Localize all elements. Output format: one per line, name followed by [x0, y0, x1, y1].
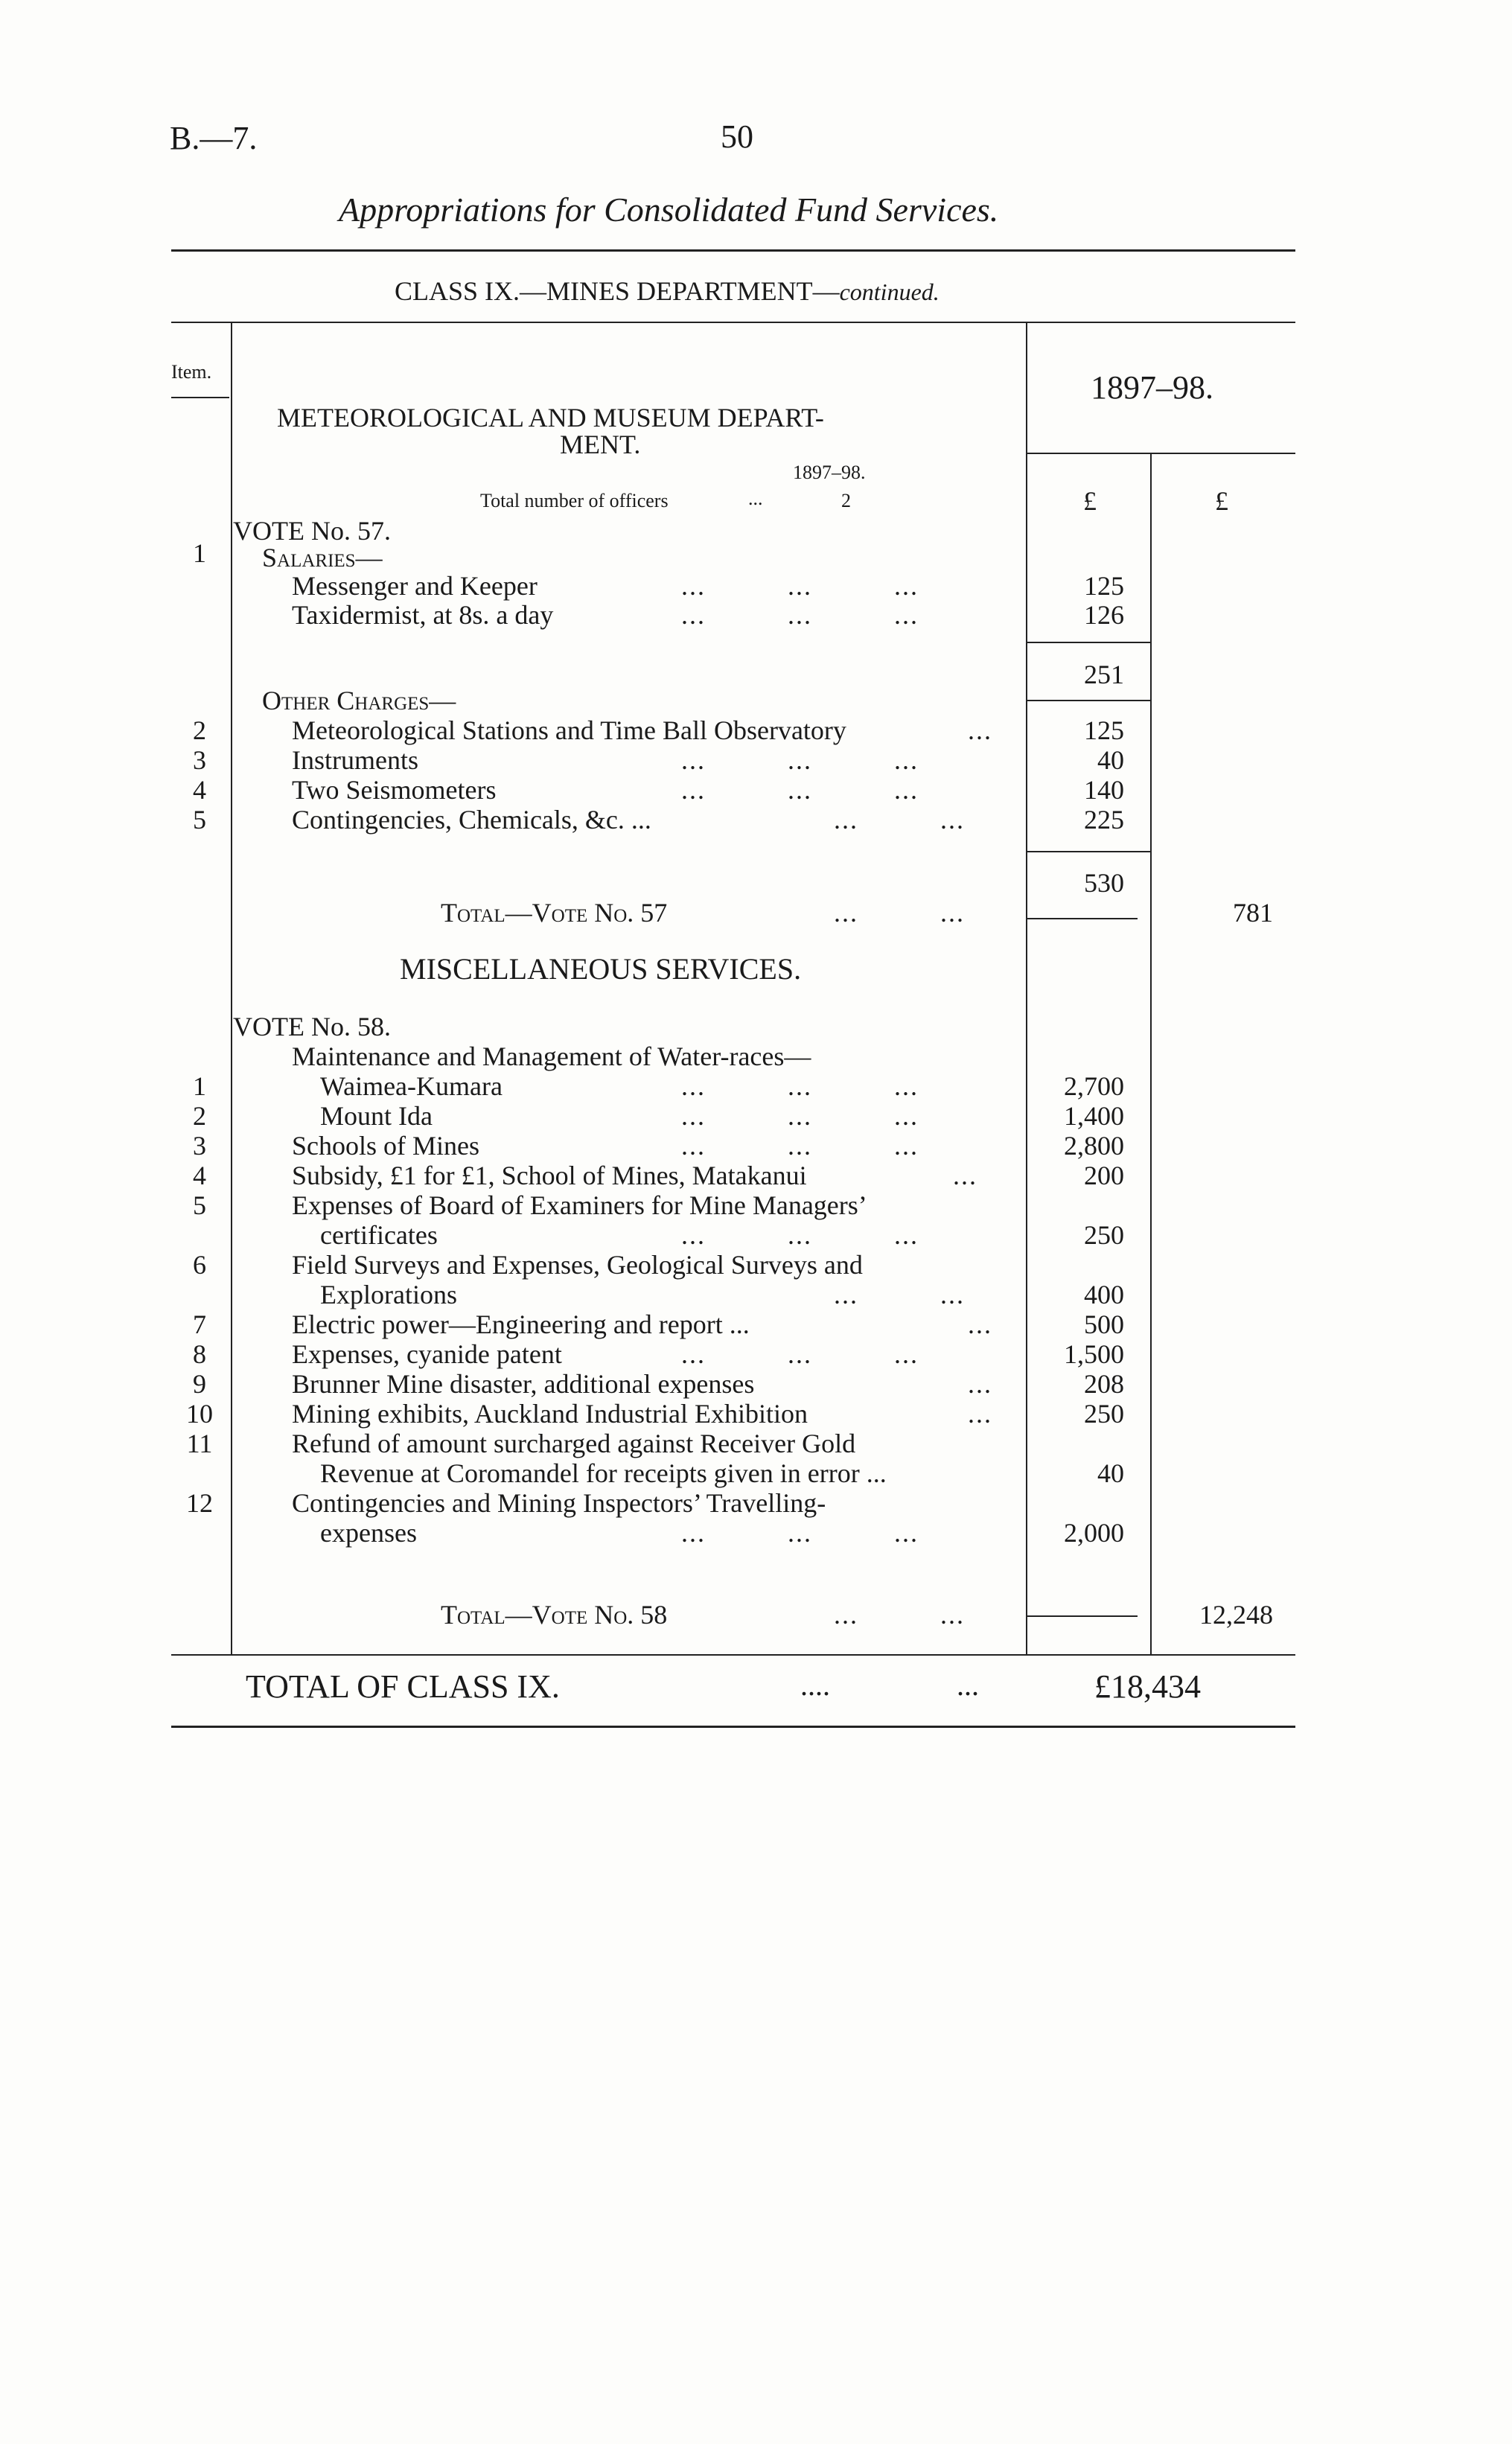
misc-heading: MISCELLANEOUS SERVICES. [400, 952, 802, 986]
class-heading-text: CLASS IX.—MINES DEPARTMENT— [395, 276, 840, 306]
line-amount: 400 [1084, 1280, 1124, 1309]
vote-58-heading: VOTE No. 58. [233, 1012, 391, 1041]
line-amount: 208 [1084, 1369, 1124, 1399]
officers-count: 2 [841, 490, 851, 511]
line-amount: 250 [1084, 1220, 1124, 1250]
line-label-continuation: Revenue at Coromandel for receipts given in error ... [320, 1458, 887, 1488]
title-rule [171, 249, 1295, 252]
leader-dots: ... [968, 1309, 992, 1339]
line-amount: 2,000 [1064, 1518, 1124, 1548]
line-label: Meteorological Stations and Time Ball Observatory [292, 715, 846, 745]
report-reference: B.—7. [170, 120, 258, 156]
leader-dots: ... ... ... [681, 745, 919, 775]
item-number: 6 [193, 1250, 206, 1280]
class-heading-suffix: continued. [839, 278, 940, 305]
leader-dots: ... ... ... [681, 571, 919, 601]
vote-58-total-label: Total—Vote No. 58 [441, 1600, 668, 1630]
vote-57-heading: VOTE No. 57. [233, 516, 391, 546]
line-label: Contingencies, Chemicals, &c. ... [292, 805, 651, 835]
line-label: Subsidy, £1 for £1, School of Mines, Matakanui [292, 1161, 807, 1190]
line-amount: 40 [1097, 1458, 1124, 1488]
leader-dots: ... ... ... [681, 1131, 919, 1161]
leader-dots: ... [968, 715, 992, 745]
other-subtotal: 530 [1084, 868, 1124, 898]
leader-dots: ... ... ... [681, 1339, 919, 1369]
vote-57-total-label: Total—Vote No. 57 [441, 898, 668, 928]
item-number: 5 [193, 1190, 206, 1220]
line-label: Waimea-Kumara [320, 1071, 503, 1101]
line-amount: 125 [1084, 715, 1124, 745]
line-label: Expenses, cyanide patent [292, 1339, 562, 1369]
item-number: 2 [193, 715, 206, 745]
page-number: 50 [721, 118, 753, 155]
line-label: Instruments [292, 745, 418, 775]
line-amount: 1,400 [1064, 1101, 1124, 1131]
leader-dots: ... ... ... [681, 1101, 919, 1131]
officers-year: 1897–98. [793, 462, 866, 483]
grand-total-label: TOTAL OF CLASS IX. [246, 1668, 560, 1705]
leader-dots: ... [953, 1161, 977, 1190]
leader-dots: ... [968, 1369, 992, 1399]
grand-total-amount: £18,434 [1094, 1668, 1201, 1705]
item-number: 1 [193, 538, 206, 568]
subtotal-rule [1026, 851, 1150, 852]
line-label: Schools of Mines [292, 1131, 479, 1161]
subtotal-rule [1026, 918, 1138, 919]
item-number: 9 [193, 1369, 206, 1399]
item-number: 11 [186, 1429, 213, 1458]
table-top-rule [171, 322, 1295, 323]
page-title: Appropriations for Consolidated Fund Services. [339, 191, 999, 229]
item-column-divider [231, 322, 232, 1654]
leader-dots: ... [968, 1399, 992, 1429]
item-number: 10 [186, 1399, 213, 1429]
line-label-continuation: expenses [320, 1518, 417, 1548]
line-label-continuation: certificates [320, 1220, 438, 1250]
line-amount: 40 [1097, 745, 1124, 775]
line-amount: 140 [1084, 775, 1124, 805]
officers-label: Total number of officers [480, 490, 669, 511]
total-column-divider [1150, 454, 1152, 1654]
year-header-rule [1026, 453, 1295, 454]
table-bottom-rule [171, 1654, 1295, 1656]
item-number: 5 [193, 805, 206, 835]
line-label: Refund of amount surcharged against Receiver Gold [292, 1429, 856, 1458]
leader-dots: ... ... [834, 898, 965, 928]
line-amount: 2,800 [1064, 1131, 1124, 1161]
leader-dots: ... ... ... [681, 775, 919, 805]
subtotal-rule [1026, 700, 1150, 701]
vote-58-total: 12,248 [1199, 1600, 1273, 1630]
line-label: Two Seismometers [292, 775, 497, 805]
line-label: Taxidermist, at 8s. a day [292, 600, 554, 630]
officers-dots: ... [748, 488, 763, 509]
salaries-heading: Salaries— [262, 543, 383, 572]
line-label: Mining exhibits, Auckland Industrial Exhibition [292, 1399, 808, 1429]
item-number: 3 [193, 1131, 206, 1161]
item-number: 12 [186, 1488, 213, 1518]
leader-dots: .... [800, 1668, 830, 1702]
leader-dots: ... ... ... [681, 1071, 919, 1101]
item-number: 2 [193, 1101, 206, 1131]
line-amount: 250 [1084, 1399, 1124, 1429]
leader-dots: ... ... ... [681, 600, 919, 630]
line-amount: 225 [1084, 805, 1124, 835]
line-label: Mount Ida [320, 1101, 433, 1131]
vote-57-total: 781 [1233, 898, 1273, 928]
leader-dots: ... ... ... [681, 1220, 919, 1250]
grand-total-rule [171, 1726, 1295, 1728]
line-amount: 200 [1084, 1161, 1124, 1190]
leader-dots: ... ... [834, 1280, 965, 1309]
line-label: Expenses of Board of Examiners for Mine Managers’ [292, 1190, 867, 1220]
class-heading [395, 275, 940, 307]
item-number: 4 [193, 1161, 206, 1190]
item-number: 8 [193, 1339, 206, 1369]
year-column-header: 1897–98. [1091, 369, 1213, 406]
line-amount: 126 [1084, 600, 1124, 630]
salaries-subtotal: 251 [1084, 660, 1124, 689]
leader-dots: ... ... [834, 805, 965, 835]
item-number: 3 [193, 745, 206, 775]
line-label: Contingencies and Mining Inspectors’ Travelling- [292, 1488, 826, 1518]
pound-right-header: £ [1215, 486, 1228, 516]
leader-dots: ... [957, 1668, 979, 1702]
line-amount: 500 [1084, 1309, 1124, 1339]
line-label: Field Surveys and Expenses, Geological Surveys and [292, 1250, 863, 1280]
item-number: 1 [193, 1071, 206, 1101]
water-races-heading: Maintenance and Management of Water-races— [292, 1041, 811, 1071]
line-label-continuation: Explorations [320, 1280, 457, 1309]
met-heading-line2: MENT. [560, 430, 641, 459]
subtotal-rule [1026, 642, 1150, 643]
leader-dots: ... ... [834, 1600, 965, 1630]
pound-left-header: £ [1083, 486, 1097, 516]
item-number: 4 [193, 775, 206, 805]
line-label: Electric power—Engineering and report ... [292, 1309, 750, 1339]
met-heading-line1: METEOROLOGICAL AND MUSEUM DEPART- [277, 403, 824, 433]
leader-dots: ... ... ... [681, 1518, 919, 1548]
line-amount: 125 [1084, 571, 1124, 601]
line-amount: 2,700 [1064, 1071, 1124, 1101]
line-label: Messenger and Keeper [292, 571, 538, 601]
item-column-header: Item. [171, 361, 212, 383]
subtotal-rule [1026, 1615, 1138, 1617]
line-label: Brunner Mine disaster, additional expenses [292, 1369, 755, 1399]
amount-column-divider [1026, 322, 1027, 1654]
other-charges-heading: Other Charges— [262, 686, 456, 715]
line-amount: 1,500 [1064, 1339, 1124, 1369]
item-number: 7 [193, 1309, 206, 1339]
item-header-rule [171, 397, 229, 398]
